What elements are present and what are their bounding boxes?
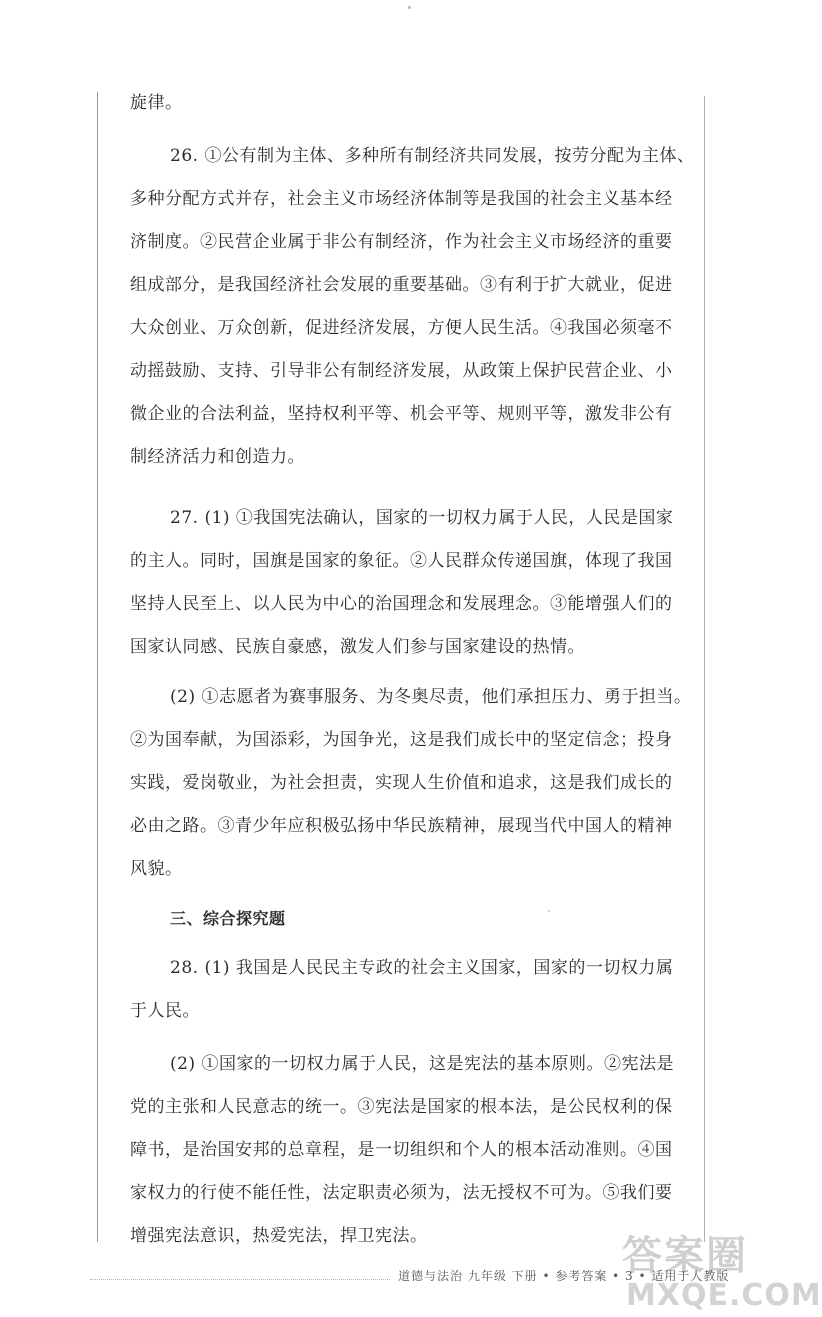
watermark-bottom-text: MXQE.COM [626,1278,822,1313]
text-line: 济制度。②民营企业属于非公有制经济，作为社会主义市场经济的重要 [130,232,673,252]
text-line: 多种分配方式并存，社会主义市场经济体制等是我国的社会主义基本经 [130,189,673,209]
watermark-logo [622,1224,822,1314]
right-margin-rule [704,96,705,1242]
text-line: 27. (1) ①我国宪法确认，国家的一切权力属于人民，人民是国家 [170,508,674,528]
text-line: 风貌。 [130,859,183,879]
text-line: 坚持人民至上、以人民为中心的治国理念和发展理念。③能增强人们的 [130,594,673,614]
text-line: 制经济活力和创造力。 [130,447,305,467]
text-line: 障书，是治国安邦的总章程，是一切组织和个人的根本活动准则。④国 [130,1140,673,1160]
text-line: (2) ①国家的一切权力属于人民，这是宪法的基本原则。②宪法是 [170,1054,674,1074]
text-line: 的主人。同时，国旗是国家的象征。②人民群众传递国旗，体现了我国 [130,551,673,571]
text-line: 组成部分，是我国经济社会发展的重要基础。③有利于扩大就业，促进 [130,275,673,295]
footer-text: 道德与法治 九年级 下册 • 参考答案 • 3 • 适用于人教版 [398,1269,730,1283]
text-line: 大众创业、万众创新，促进经济发展，方便人民生活。④我国必须毫不 [130,318,673,338]
text-line: 必由之路。③青少年应积极弘扬中华民族精神，展现当代中国人的精神 [130,816,673,836]
text-line: 党的主张和人民意志的统一。③宪法是国家的根本法，是公民权利的保 [130,1097,673,1117]
section-heading: 三、综合探究题 [170,909,286,928]
scan-speck [548,910,550,912]
footer-dotted-rule [90,1279,390,1280]
text-line: 26. ①公有制为主体、多种所有制经济共同发展，按劳分配为主体、 [170,146,695,166]
text-line: (2) ①志愿者为赛事服务、为冬奥尽责，他们承担压力、勇于担当。 [170,687,692,707]
text-line: 动摇鼓励、支持、引导非公有制经济发展，从政策上保护民营企业、小 [130,361,673,381]
text-line: 于人民。 [130,1001,200,1021]
text-line: 国家认同感、民族自豪感，激发人们参与国家建设的热情。 [130,637,585,657]
text-line: 实践，爱岗敬业，为社会担责，实现人生价值和追求，这是我们成长的 [130,773,673,793]
text-line: 微企业的合法利益，坚持权利平等、机会平等、规则平等，激发非公有 [130,404,673,424]
text-line: 增强宪法意识，热爱宪法，捍卫宪法。 [130,1226,428,1246]
text-line: 28. (1) 我国是人民民主专政的社会主义国家，国家的一切权力属 [170,958,674,978]
watermark-top-text: 答案圈 [622,1233,748,1279]
text-line: 旋律。 [130,93,183,113]
left-margin-rule [97,92,98,1242]
scan-speck [408,6,411,9]
text-line: ②为国奉献，为国添彩，为国争光，这是我们成长中的坚定信念；投身 [130,730,673,750]
text-line: 家权力的行使不能任性，法定职责必须为，法无授权不可为。⑤我们要 [130,1183,673,1203]
